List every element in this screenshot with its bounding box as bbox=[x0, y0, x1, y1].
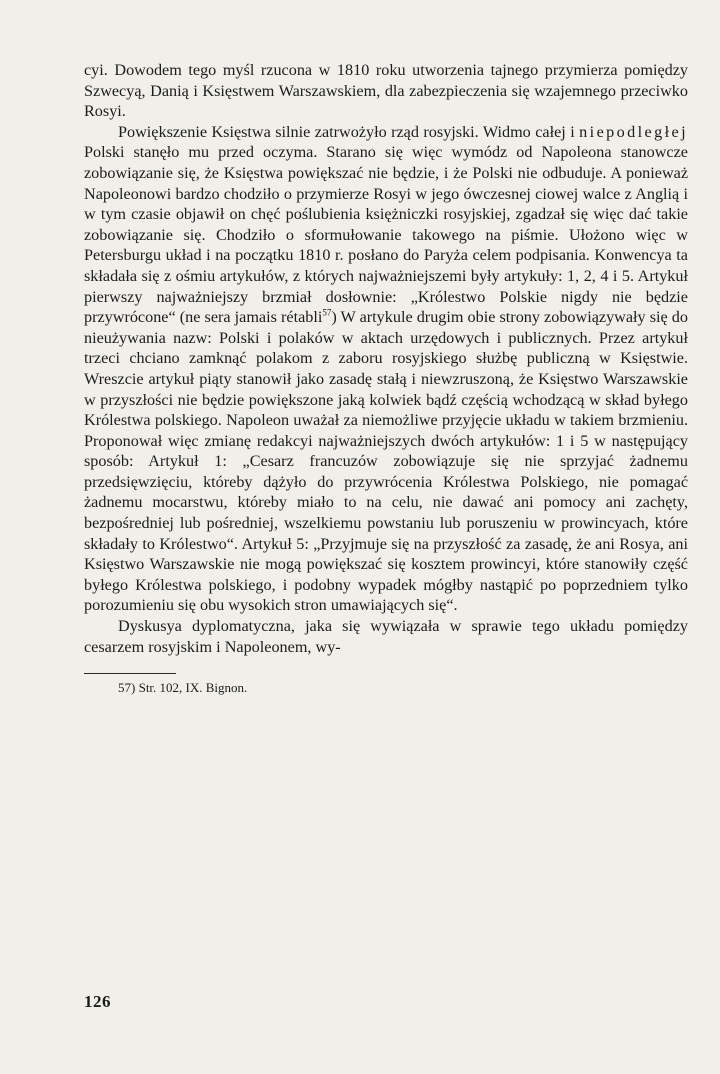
footnote bbox=[118, 680, 688, 696]
paragraph-3 bbox=[84, 616, 688, 657]
page-number: 126 bbox=[84, 992, 111, 1011]
paragraph-2-text-middle: Polski stanęło mu przed oczyma. Starano się więc wymódz od Napoleona stanowcze zobowiązanie się, że Księstwa powiększać nie będzie, i że Polski nie odbuduje. A ponieważ Napoleonowi bardzo chodziło o przymierze Rosyi w jego ówczesnej ciowej walce z Anglią i w tym czasie objawił on chęć poślubienia księżniczki rosyjskiej, zgadzał się więc dać takie zobowiązanie się. Chodziło o sformułowanie takowego na piśmie. Ułożono więc w Petersburgu układ i na początku 1810 r. posłano do Paryża celem podpisania. Konwencya ta składała się z ośmiu artykułów, z których najważniejszemi były artykuły: 1, 2, 4 i 5. Artykuł pierwszy najważniejszy brzmiał dosłownie: „Królestwo Polskie nigdy nie będzie przywrócone“ (ne sera jamais rétabli bbox=[84, 143, 688, 327]
paragraph-3-text: Dyskusya dyplomatyczna, jaka się wywiązała w sprawie tego układu pomiędzy cesarzem rosyjskim i Napoleonem, wy- bbox=[84, 617, 688, 656]
paragraph-2 bbox=[84, 122, 688, 616]
footnote-text: Str. 102, IX. Bignon. bbox=[138, 680, 248, 696]
footnote-divider bbox=[84, 673, 176, 674]
spaced-emphasis-word: niepodległej bbox=[579, 122, 688, 141]
paragraph-1-text: cyi. Dowodem tego myśl rzucona w 1810 roku utworzenia tajnego przymierza pomiędzy Szwecyą, Danią i Księstwem Warszawskiem, dla zabezpieczenia się wzajemnego przeciwko Rosyi. bbox=[84, 61, 688, 121]
paragraph-2-text-start: Powiększenie Księstwa silnie zatrwożyło rząd rosyjski. Widmo całej i bbox=[118, 122, 580, 141]
body-text bbox=[84, 60, 688, 657]
paragraph-1 bbox=[84, 60, 688, 122]
footnote-reference: 57 bbox=[322, 307, 332, 318]
paragraph-2-text-end: ) W artykule drugim obie strony zobowiązywały się do nieużywania nazw: Polski i polaków w aktach urzędowych i publicznych. Przez artykuł trzeci chciano zamknąć polakom z zaboru rosyjskiego służbę publiczną w Księstwie. Wreszcie artykuł piąty stanowił jako zasadę stałą i niewzruszoną, że Księstwo Warszawskie w przyszłości nie będzie powiększone jaką kolwiek bądź częścią wchodzącą w skład byłego Królestwa polskiego. Napoleon uważał za niemożliwe przyjęcie układu w takiem brzmieniu. Proponował więc zmianę redakcyi najważniejszych dwóch artykułów: 1 i 5 w następujący sposób: Artykuł 1: „Cesarz francuzów zobowiązuje się nie sprzyjać żadnemu przedsięwzięciu, któreby dążyło do przywrócenia Królestwa Polskiego, nie pomagać żadnemu mocarstwu, któreby miało to na celu, nie dawać ani pomocy ani zachęty, bezpośredniej lub pośredniej, wszelkiemu powstaniu lub poruszeniu w prowincyach, które składały to Królestwo“. Artykuł 5: „Przyjmuje się na przyszłość za zasadę, że ani Rosya, ani Księstwo Warszawskie nie mogą powiększać się kosztem prowincyi, które stanowiły część byłego Królestwa polskiego, i podobny wypadek mógłby nastąpić po poprzedniem tylko porozumieniu się obu wysokich stron umawiających się“. bbox=[84, 308, 688, 615]
footnote-marker: 57) bbox=[118, 680, 136, 696]
